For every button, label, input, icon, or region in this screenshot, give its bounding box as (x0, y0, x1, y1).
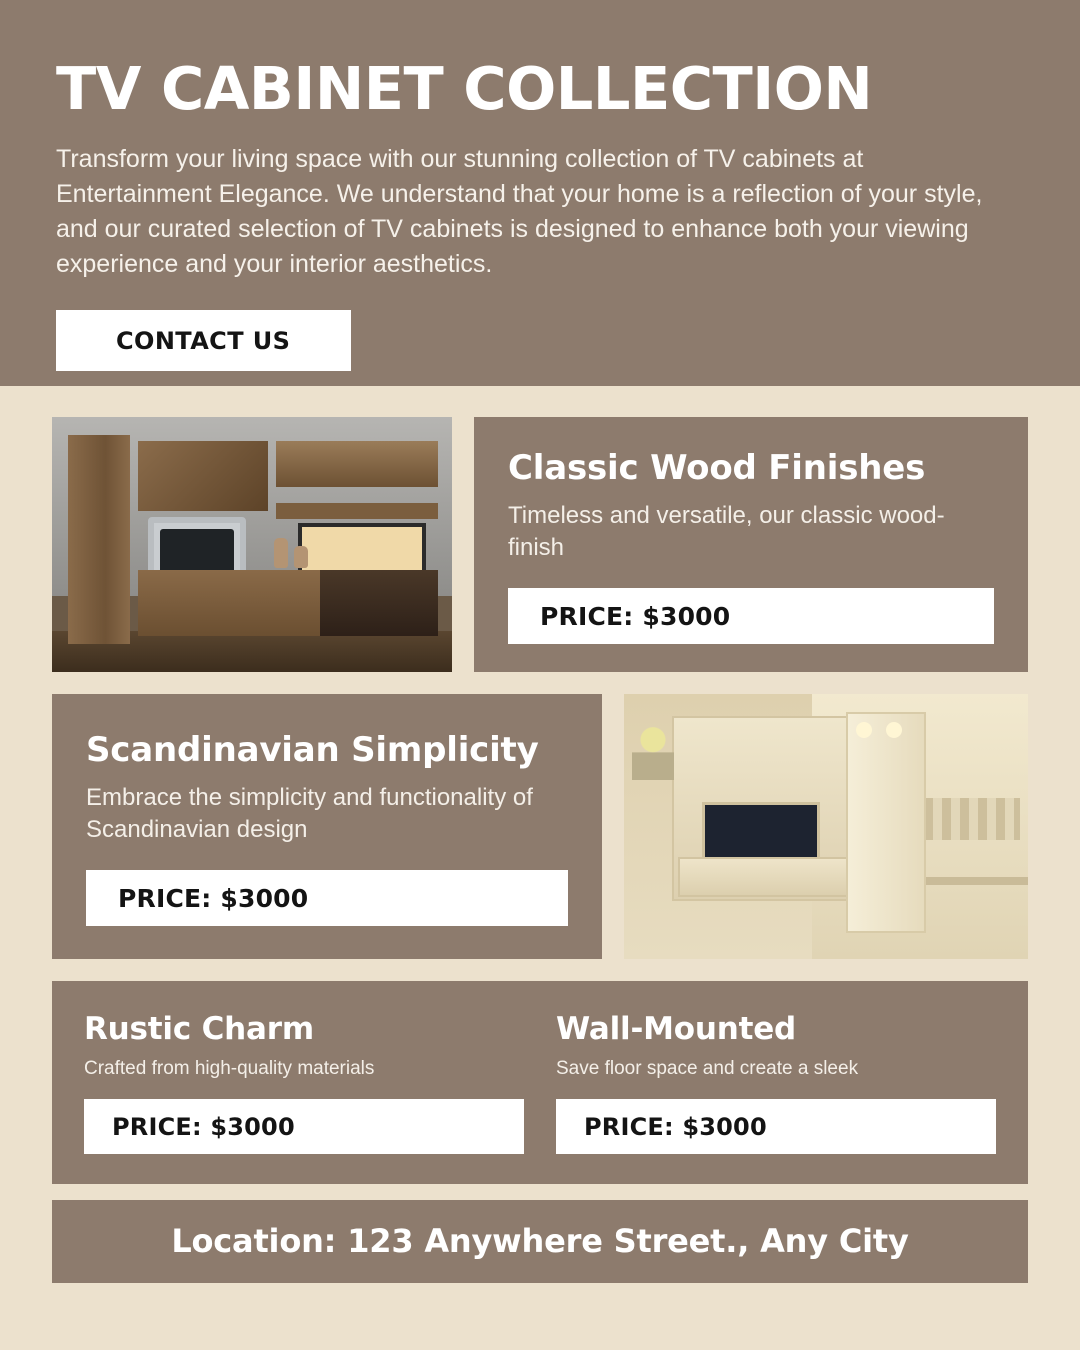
image-vase-1 (274, 538, 288, 568)
image-upper-right-shelf (276, 441, 438, 487)
product-card-scandinavian (52, 694, 602, 959)
location-footer: Location: 123 Anywhere Street., Any City (52, 1200, 1028, 1283)
product-card-classic-wood (474, 417, 1028, 672)
page-title: TV CABINET COLLECTION (56, 54, 873, 123)
product-title: Classic Wood Finishes (508, 448, 926, 488)
image-middle-shelf (276, 503, 438, 519)
product-row-classic-wood (52, 417, 1028, 672)
image-plant (632, 718, 674, 780)
product-sections (0, 417, 1080, 1283)
product-description: Crafted from high-quality materials (84, 1058, 375, 1079)
product-description: Embrace the simplicity and functionality of Scandinavian design (86, 784, 533, 843)
product-title: Wall-Mounted (556, 1011, 797, 1047)
product-price-badge: PRICE: $3000 (556, 1099, 996, 1154)
product-price-badge: PRICE: $3000 (86, 870, 568, 926)
product-price-badge: PRICE: $3000 (508, 588, 994, 644)
image-spot-light-2 (886, 722, 902, 738)
product-row-rustic-wall (52, 981, 1028, 1184)
image-upper-left-shelf (138, 441, 268, 511)
product-price-badge: PRICE: $3000 (84, 1099, 524, 1154)
product-description: Save floor space and create a sleek (556, 1058, 859, 1079)
image-vase-2 (294, 546, 308, 568)
image-drawers (678, 857, 848, 897)
product-title: Scandinavian Simplicity (86, 730, 539, 770)
page-header (0, 0, 1080, 386)
image-tall-unit (846, 712, 926, 933)
product-row-scandinavian (52, 694, 1028, 959)
product-image-scandinavian (624, 694, 1028, 959)
contact-button-wrap (56, 282, 1024, 371)
image-base-cabinet-dark (320, 570, 438, 636)
image-spot-light-1 (856, 722, 872, 738)
product-title: Rustic Charm (84, 1011, 314, 1047)
product-card-rustic (84, 1011, 524, 1154)
product-description: Timeless and versatile, our classic wood-finish (508, 502, 945, 561)
image-tall-cabinet (68, 435, 130, 644)
contact-us-button[interactable]: CONTACT US (56, 310, 351, 371)
product-image-classic-wood (52, 417, 452, 672)
page-intro-paragraph: Transform your living space with our stunning collection of TV cabinets at Entertainment Elegance. We understand that your home is a reflection of your style, and our curated selection of TV cabinets is designed to enhance both your viewing experience and your interior aesthetics. (56, 144, 983, 278)
product-card-wall-mounted (556, 1011, 996, 1154)
